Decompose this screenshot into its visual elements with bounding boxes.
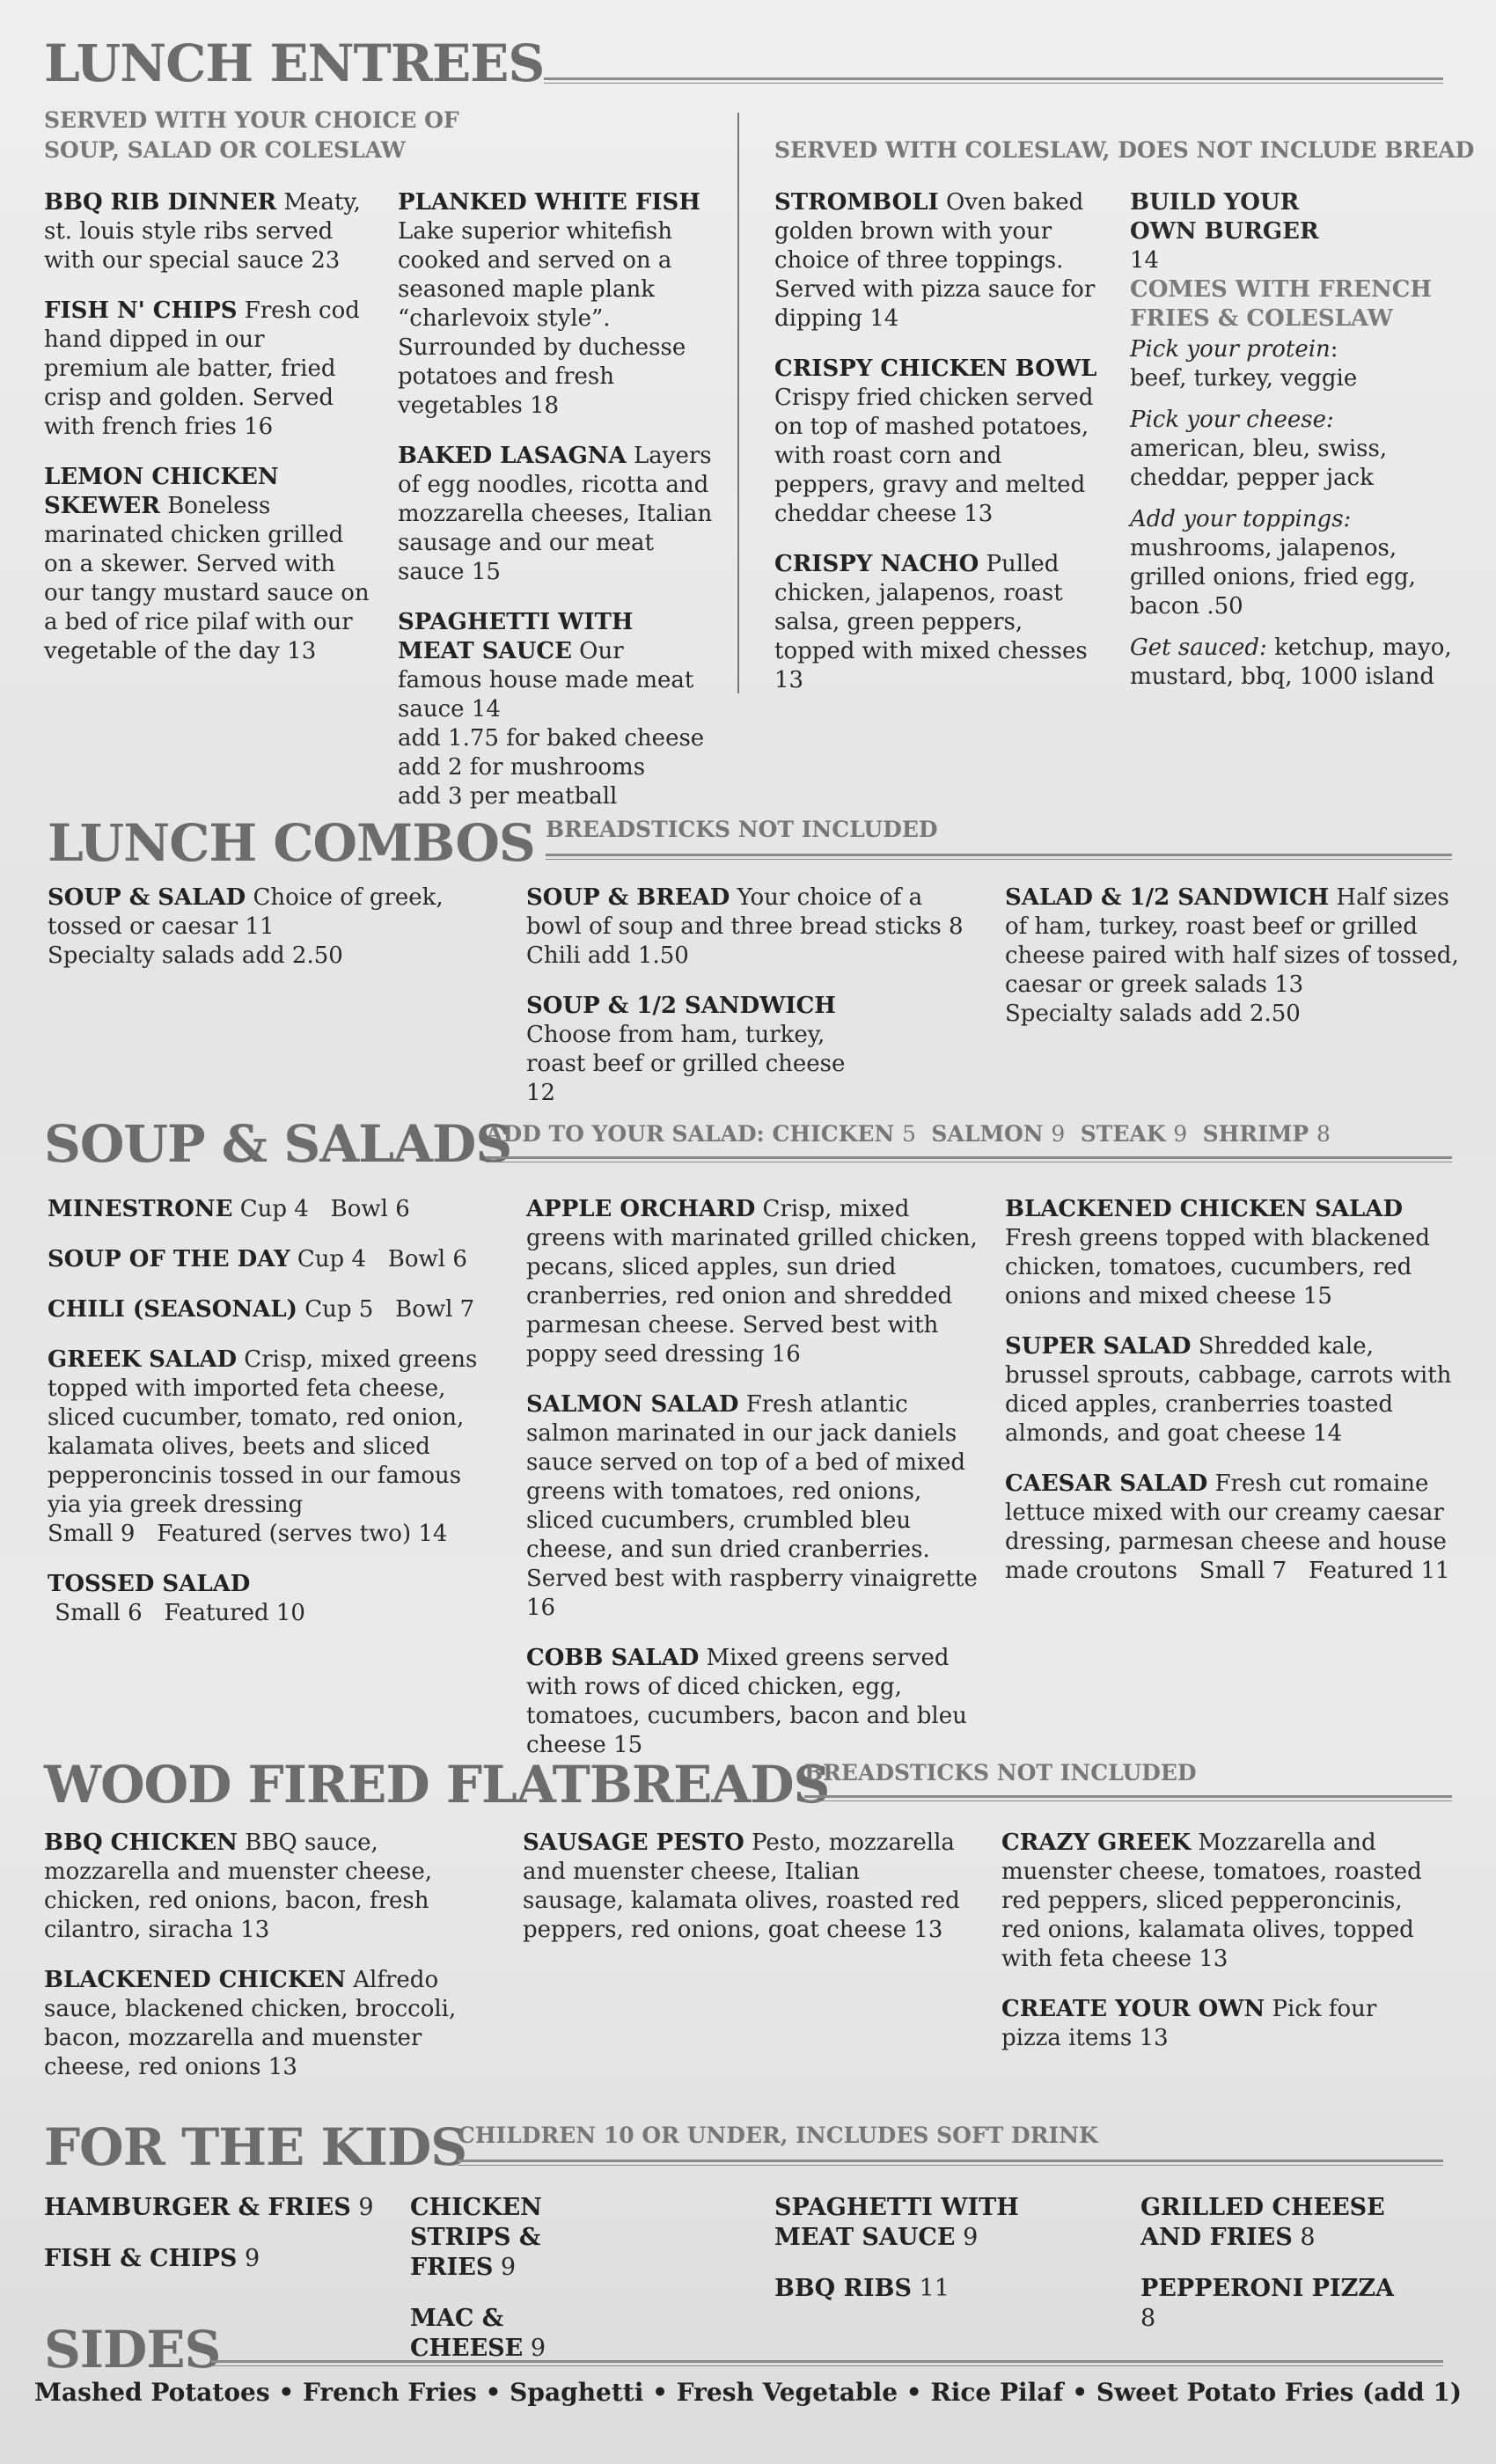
left-note-line-1: SERVED WITH YOUR CHOICE OF: [44, 107, 459, 133]
lunch-entrees-rule: [544, 77, 1443, 84]
menu-item: [526, 992, 869, 1108]
menu-item: [526, 1644, 984, 1760]
item-desc: Fresh atlantic salmon marinated in our jack daniels sauce served on top of a bed of mixed greens with tomatoes, red onions, sliced cucumbers, crumbled bleu cheese, and sun dried cranberries. Served best with raspberry vinaigrette 16: [526, 1391, 978, 1621]
burger-sauce: [1130, 634, 1464, 692]
item-desc: BBQ sauce, mozzarella and muenster cheese, chicken, red onions, bacon, fresh cilantro, siracha 13: [44, 1830, 433, 1943]
item-desc: Fresh greens topped with blackened chicken, tomatoes, cucumbers, red onions and mixed cheese 15: [1005, 1225, 1431, 1309]
item-name: CHICKEN STRIPS & FRIES: [410, 2194, 542, 2281]
lunch-entrees-col-2: [398, 188, 715, 832]
item-extra: add 2 for mushrooms: [398, 754, 646, 781]
item-name: PEPPERONI PIZZA: [1140, 2275, 1395, 2302]
kids-rule: [458, 2160, 1443, 2166]
item-desc: Meaty, st. louis style ribs served with our special sauce 23: [44, 189, 361, 274]
item-desc: Cup 4 Bowl 6: [290, 1246, 467, 1272]
kids-item: [44, 2244, 378, 2274]
item-desc: american, bleu, swiss, cheddar, pepper jack: [1130, 436, 1388, 491]
burger-cheese: [1130, 406, 1464, 493]
addon-item: [931, 1121, 1065, 1147]
soup-salads-col-1: [48, 1195, 488, 1649]
kids-heading: FOR THE KIDS: [44, 2117, 467, 2177]
soup-salads-col-2: [526, 1195, 984, 1781]
item-extra: add 3 per meatball: [398, 783, 618, 810]
left-note-line-2: SOUP, SALAD OR COLESLAW: [44, 137, 406, 163]
menu-item: [1005, 1195, 1459, 1311]
item-price: 14: [1130, 247, 1160, 274]
kids-item: [774, 2193, 1038, 2253]
item-name: HAMBURGER & FRIES: [44, 2194, 351, 2221]
item-price: 8: [1292, 2224, 1316, 2251]
menu-item: [523, 1829, 963, 1945]
item-price: 9: [350, 2194, 374, 2221]
item-desc: Alfredo sauce, blackened chicken, broccoli, bacon, mozzarella and muenster cheese, red onions 13: [44, 1967, 457, 2080]
flatbreads-rule: [804, 1795, 1452, 1801]
menu-item: [526, 884, 966, 971]
menu-item: [398, 188, 715, 421]
burger-protein: Pick your protein: beef, turkey, veggie: [1130, 335, 1464, 393]
item-label: Get sauced:: [1130, 634, 1267, 661]
addon-name: CHICKEN: [772, 1121, 895, 1147]
flatbreads-col-3: [1001, 1829, 1441, 2074]
item-name: TOSSED SALAD: [48, 1571, 251, 1597]
menu-item: [774, 188, 1100, 334]
item-desc: Pick four pizza items 13: [1001, 1996, 1377, 2051]
soup-salads-col-3: [1005, 1195, 1459, 1607]
item-desc: Crisp, mixed greens topped with imported feta cheese, sliced cucumber, tomato, red onion, kalamata olives, beets and sliced pepperoncinis tossed in our famous yia yia greek dressing: [48, 1346, 478, 1518]
item-name: SUPER SALAD: [1005, 1333, 1192, 1360]
item-desc: Boneless marinated chicken grilled on a skewer. Served with our tangy mustard sauce on a bed of rice pilaf with our vegetable of the day 13: [44, 493, 370, 664]
item-desc: Cup 4 Bowl 6: [232, 1196, 410, 1222]
addon-name: SALMON: [931, 1121, 1044, 1147]
burger-toppings: [1130, 505, 1464, 621]
item-name: CREATE YOUR OWN: [1001, 1996, 1265, 2022]
item-price: 9: [237, 2245, 260, 2272]
item-price: 8: [1140, 2305, 1156, 2332]
addon-price: 8: [1316, 1121, 1331, 1147]
item-desc: ketchup, mayo, mustard, bbq, 1000 island: [1130, 634, 1452, 690]
menu-item: [48, 1245, 488, 1274]
item-name: CRISPY CHICKEN BOWL: [774, 356, 1097, 382]
soup-salads-note: [486, 1119, 1331, 1148]
addon-item: [1203, 1121, 1331, 1147]
item-extra: Small 9 Featured (serves two) 14: [48, 1521, 448, 1547]
kids-note: CHILDREN 10 OR UNDER, INCLUDES SOFT DRINK: [458, 2123, 1098, 2148]
lunch-entrees-left-note: [44, 106, 459, 165]
item-name: SAUSAGE PESTO: [523, 1830, 744, 1856]
menu-item: [526, 1390, 984, 1623]
lunch-combos-col-1: [48, 884, 488, 992]
item-extra: Specialty salads add 2.50: [1005, 1001, 1301, 1027]
item-desc: Half sizes of ham, turkey, roast beef or grilled cheese paired with half sizes of tossed, caesar or greek salads 13: [1005, 884, 1459, 998]
menu-item: [44, 188, 370, 275]
item-label: Add your toppings:: [1130, 506, 1352, 532]
item-name: SPAGHETTI WITH MEAT SAUCE: [774, 2194, 1019, 2251]
addon-name: STEAK: [1080, 1121, 1166, 1147]
menu-item: [398, 608, 715, 811]
menu-item: [398, 442, 715, 587]
lunch-combos-col-2: [526, 884, 966, 1129]
menu-item: [44, 1966, 493, 2082]
item-desc: Fresh cut romaine lettuce mixed with our creamy caesar dressing, parmesan cheese and house made croutons Small 7 Featured 11: [1005, 1470, 1455, 1584]
addon-item: [773, 1121, 916, 1147]
item-desc: Choose from ham, turkey, roast beef or grilled cheese 12: [526, 1022, 846, 1106]
menu-item: [48, 1195, 488, 1224]
soup-salads-rule: [486, 1156, 1452, 1162]
menu-item: [1005, 1332, 1459, 1448]
addon-name: SHRIMP: [1202, 1121, 1309, 1147]
kids-col-2: [410, 2193, 612, 2385]
item-price: 11: [911, 2275, 950, 2302]
item-note: COMES WITH FRENCH FRIES & COLESLAW: [1130, 276, 1433, 332]
menu-item: [44, 1829, 493, 1945]
flatbreads-heading: WOOD FIRED FLATBREADS: [44, 1755, 830, 1815]
item-name: CAESAR SALAD: [1005, 1470, 1208, 1497]
menu-item: [48, 1346, 488, 1549]
item-desc: Oven baked golden brown with your choice of three toppings. Served with pizza sauce for dipping 14: [774, 189, 1096, 332]
addon-item: [1081, 1121, 1187, 1147]
item-name: STROMBOLI: [774, 189, 939, 216]
item-desc: Shredded kale, brussel sprouts, cabbage, carrots with diced apples, cranberries toasted almonds, and goat cheese 14: [1005, 1333, 1452, 1447]
menu-item: [1005, 884, 1463, 1029]
item-name: BAKED LASAGNA: [398, 443, 627, 469]
burger-title: [1130, 188, 1350, 275]
item-extra: Specialty salads add 2.50: [48, 942, 343, 969]
addon-price: 9: [1173, 1121, 1188, 1147]
item-name: CRAZY GREEK: [1001, 1830, 1192, 1856]
menu-item: [1001, 1829, 1441, 1974]
item-desc: mushrooms, jalapenos, grilled onions, fried egg, bacon .50: [1130, 535, 1416, 620]
item-extra: Chili add 1.50: [526, 942, 689, 969]
item-name: FISH & CHIPS: [44, 2245, 238, 2272]
burger-note: [1130, 275, 1438, 334]
lunch-combos-col-3: [1005, 884, 1463, 1050]
kids-item: [774, 2274, 1038, 2304]
menu-item: [774, 355, 1100, 529]
item-name: FISH N' CHIPS: [44, 297, 238, 324]
kids-item: [410, 2304, 612, 2364]
item-name: SPAGHETTI WITH MEAT SAUCE: [398, 609, 634, 664]
lunch-entrees-right-note: SERVED WITH COLESLAW, DOES NOT INCLUDE BREAD: [774, 137, 1475, 163]
item-desc: Layers of egg noodles, ricotta and mozzarella cheeses, Italian sausage and our meat sauce 15: [398, 443, 713, 585]
lunch-entrees-divider: [737, 113, 739, 693]
item-name: SALMON SALAD: [526, 1391, 739, 1418]
item-name: GRILLED CHEESE AND FRIES: [1140, 2194, 1385, 2251]
item-name: APPLE ORCHARD: [526, 1196, 756, 1222]
lunch-combos-rule: [546, 854, 1452, 860]
addon-price: 9: [1051, 1121, 1066, 1147]
item-label: Pick your protein: [1130, 336, 1331, 363]
sides-list: Mashed Potatoes • French Fries • Spaghetti • Fresh Vegetable • Rice Pilaf • Sweet Potato Fries (add 1): [33, 2378, 1463, 2407]
item-extra: add 1.75 for baked cheese: [398, 725, 705, 752]
menu-item: [48, 884, 488, 971]
addon-price: 5: [901, 1121, 916, 1147]
item-desc: Cup 5 Bowl 7: [297, 1296, 475, 1323]
item-label: Pick your cheese:: [1130, 407, 1334, 433]
item-name: SOUP & BREAD: [526, 884, 730, 911]
menu-item: [48, 1570, 488, 1628]
item-price: 9: [523, 2335, 546, 2362]
item-name: LEMON CHICKEN SKEWER: [44, 464, 279, 519]
flatbreads-note: BREADSTICKS NOT INCLUDED: [804, 1760, 1197, 1786]
lunch-entrees-col-1: [44, 188, 370, 687]
kids-item: [410, 2193, 612, 2283]
menu-item: [48, 1295, 488, 1324]
item-price: 9: [493, 2254, 517, 2281]
sides-heading: SIDES: [44, 2320, 221, 2380]
item-name: BUILD YOUR OWN BURGER: [1130, 189, 1319, 245]
item-name: SOUP OF THE DAY: [48, 1246, 290, 1272]
item-name: BLACKENED CHICKEN SALAD: [1005, 1196, 1404, 1222]
menu-item: [526, 1195, 984, 1369]
item-name: BBQ CHICKEN: [44, 1830, 238, 1856]
item-desc: Your choice of a bowl of soup and three bread sticks 8: [526, 884, 964, 940]
lunch-entrees-col-3: [774, 188, 1100, 716]
item-name: BLACKENED CHICKEN: [44, 1967, 347, 1993]
kids-col-3: [774, 2193, 1038, 2325]
soup-salads-heading: SOUP & SALADS: [44, 1114, 512, 1174]
kids-item: [1140, 2274, 1396, 2334]
menu-item: [44, 297, 370, 442]
item-name: GREEK SALAD: [48, 1346, 238, 1373]
menu-item: [44, 463, 370, 666]
item-name: SOUP & 1/2 SANDWICH: [526, 993, 836, 1019]
build-your-own-burger: [1130, 188, 1464, 713]
item-desc: beef, turkey, veggie: [1130, 365, 1358, 392]
lunch-combos-heading: LUNCH COMBOS: [48, 813, 535, 873]
item-price: 9: [955, 2224, 979, 2251]
item-name: SOUP & SALAD: [48, 884, 246, 911]
lunch-entrees-heading: LUNCH ENTREES: [44, 33, 545, 93]
item-desc: Small 6 Featured 10: [48, 1600, 305, 1626]
menu-item: [1005, 1470, 1459, 1586]
item-name: CHILI (SEASONAL): [48, 1296, 297, 1323]
item-name: MAC & CHEESE: [410, 2305, 524, 2362]
item-desc: Crispy fried chicken served on top of mashed potatoes, with roast corn and peppers, gravy and melted cheddar cheese 13: [774, 385, 1094, 527]
item-desc: Fresh cod hand dipped in our premium ale batter, fried crisp and golden. Served with french fries 16: [44, 297, 360, 440]
item-desc: Mozzarella and muenster cheese, tomatoes, roasted red peppers, sliced pepperoncinis, red onions, kalamata olives, topped with feta cheese 13: [1001, 1830, 1422, 1972]
item-desc: Choice of greek, tossed or caesar 11: [48, 884, 444, 940]
item-desc: Pesto, mozzarella and muenster cheese, Italian sausage, kalamata olives, roasted red peppers, red onions, goat cheese 13: [523, 1830, 960, 1943]
kids-col-4: [1140, 2193, 1396, 2355]
item-name: BBQ RIBS: [774, 2275, 912, 2302]
item-name: CRISPY NACHO: [774, 551, 979, 577]
addon-label: ADD TO YOUR SALAD:: [486, 1121, 765, 1147]
item-name: BBQ RIB DINNER: [44, 189, 277, 216]
kids-col-1: [44, 2193, 378, 2295]
kids-item: [44, 2193, 378, 2223]
lunch-combos-note: BREADSTICKS NOT INCLUDED: [546, 817, 938, 842]
kids-item: [1140, 2193, 1396, 2253]
item-name: PLANKED WHITE FISH: [398, 189, 700, 216]
item-name: COBB SALAD: [526, 1645, 700, 1671]
flatbreads-col-2: [523, 1829, 963, 1966]
flatbreads-col-1: [44, 1829, 493, 2103]
sides-rule: [211, 2360, 1443, 2366]
item-desc: Our famous house made meat sauce 14: [398, 638, 694, 722]
item-desc: Mixed greens served with rows of diced chicken, egg, tomatoes, cucumbers, bacon and bleu cheese 15: [526, 1645, 967, 1758]
item-name: SALAD & 1/2 SANDWICH: [1005, 884, 1330, 911]
item-desc: Pulled chicken, jalapenos, roast salsa, green peppers, topped with mixed chesses 13: [774, 551, 1088, 693]
item-name: MINESTRONE: [48, 1196, 233, 1222]
item-desc: Crisp, mixed greens with marinated grilled chicken, pecans, sliced apples, sun dried cranberries, red onion and shredded parmesan cheese. Served best with poppy seed dressing 16: [526, 1196, 978, 1368]
menu-item: [1001, 1995, 1441, 2053]
menu-item: [774, 550, 1100, 695]
item-desc: Lake superior whitefish cooked and served on a seasoned maple plank “charlevoix style”. Surrounded by duchesse potatoes and fresh vegetables 18: [398, 218, 686, 419]
